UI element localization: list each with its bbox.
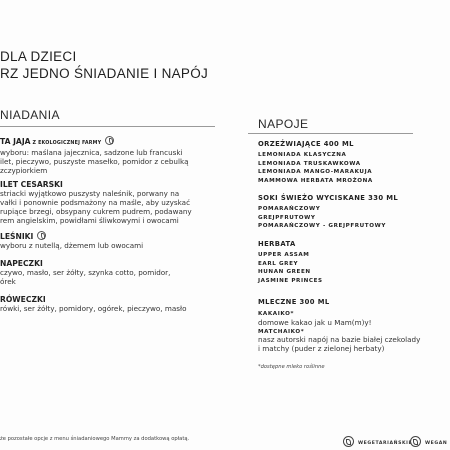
drink-group-refreshing xyxy=(258,140,373,186)
section-title-breakfast: NIADANIA xyxy=(0,108,60,122)
drink-group-juices xyxy=(258,194,398,231)
drink-item: POMARAŃCZOWY xyxy=(258,206,321,212)
menu-item-desc-line: órek xyxy=(0,276,16,286)
section-title-drinks: NAPOJE xyxy=(258,117,309,131)
menu-item-kaiserschmarrn xyxy=(0,180,215,226)
header-line-2: RZ JEDNO ŚNIADANIE I NAPÓJ xyxy=(0,66,209,81)
drink-item: HUNAN GREEN xyxy=(258,269,311,276)
vegetarian-leaf-icon xyxy=(105,136,114,145)
vegetarian-leaf-icon xyxy=(37,231,46,240)
drink-item: KAKAIKO* xyxy=(258,311,294,317)
page-header xyxy=(0,48,208,82)
menu-item-desc-line: zczypiorkiem xyxy=(0,165,48,175)
drink-item-desc: nasz autorski napój na bazie białej czekolady xyxy=(258,335,421,345)
menu-item-name: RÓWECZKI xyxy=(0,295,46,304)
menu-item-toasts xyxy=(0,295,215,314)
legend-vegan-label: WEGAN xyxy=(425,441,448,446)
menu-item-name: TA JAJA xyxy=(0,137,31,146)
legend-vegetarian-label: WEGETARIAŃSKIE xyxy=(358,441,413,446)
drink-group-title: HERBATA xyxy=(258,240,296,248)
legend-vegetarian xyxy=(343,436,412,447)
menu-item-desc-line: wyboru: maślana jajecznica, sadzone lub francuski xyxy=(0,148,183,157)
menu-item-desc-line: rem angielskim, powidłami śliwkowymi i owocami xyxy=(0,215,179,225)
drink-item: JASMINE PRINCES xyxy=(258,278,323,285)
plant-milk-note: *dostępne mleko roślinne xyxy=(258,364,325,370)
menu-item-name: NAPECZKI xyxy=(0,259,43,268)
menu-item-name: ILET CESARSKI xyxy=(0,180,63,189)
header-line-1: DLA DZIECI xyxy=(0,49,77,64)
drink-item: POMARAŃCZOWY - GREJPFRUTOWY xyxy=(258,223,386,230)
section-divider-left xyxy=(0,126,215,127)
menu-item-desc-line: czywo, masło, ser żółty, szynka cotto, pomidor, xyxy=(0,268,171,277)
menu-item-tag: Z EKOLOGICZNEJ FARMY xyxy=(32,141,102,146)
drink-group-tea xyxy=(258,240,323,286)
menu-item-eggs xyxy=(0,136,215,176)
drink-item: GREJPFRUTOWY xyxy=(258,214,316,221)
vegetarian-icon xyxy=(343,436,354,447)
drink-item: LEMONIADA MANGO-MARAKUJA xyxy=(258,169,373,176)
drink-item-desc: domowe kakao jak u Mam(m)y! xyxy=(258,317,372,327)
menu-item-name: LEŚNIKI xyxy=(0,232,34,241)
drink-item: MATCHAIKO* xyxy=(258,328,305,335)
drink-group-title: ORZEŹWIAJĄCE 400 ML xyxy=(258,140,354,148)
drink-item: LEMONIADA TRUSKAWKOWA xyxy=(258,160,361,167)
menu-item-desc-line: striacki wyjątkowo puszysty naleśnik, porwany na xyxy=(0,189,180,198)
drink-group-milk xyxy=(258,298,420,354)
drink-item: MAMMOWA HERBATA MROŻONA xyxy=(258,178,373,185)
drink-item: UPPER ASSAM xyxy=(258,252,310,258)
drink-group-title: SOKI ŚWIEŻO WYCISKANE 330 ML xyxy=(258,194,399,202)
drink-group-title: MLECZNE 300 ML xyxy=(258,298,330,306)
drink-item: EARL GREY xyxy=(258,260,299,267)
menu-item-sandwiches xyxy=(0,259,215,287)
drink-item-desc: i matchy (puder z zielonej herbaty) xyxy=(258,344,385,354)
menu-item-pancakes xyxy=(0,231,215,251)
section-divider-right xyxy=(248,133,413,134)
menu-item-desc-line: vałki i ponownie podsmażony na maśle, aby uzyskać xyxy=(0,197,191,207)
footer-note: że pozostałe opcje z menu śniadaniowego Mammy za dodatkową opłatą. xyxy=(0,436,190,442)
legend-vegan xyxy=(410,436,447,447)
menu-item-desc-line: rówki, ser żółty, pomidory, ogórek, pieczywo, masło xyxy=(0,304,187,313)
drink-item: LEMONIADA KLASYCZNA xyxy=(258,152,347,158)
vegan-icon xyxy=(410,436,421,447)
menu-item-desc-line: rupiące brzegi, obsypany cukrem pudrem, podawany xyxy=(0,206,192,216)
menu-item-desc-line: ilet, pieczywo, puszyste masełko, pomidor z cebulką xyxy=(0,156,189,166)
menu-item-desc-line: wyboru z nutellą, dżemem lub owocami xyxy=(0,241,144,250)
